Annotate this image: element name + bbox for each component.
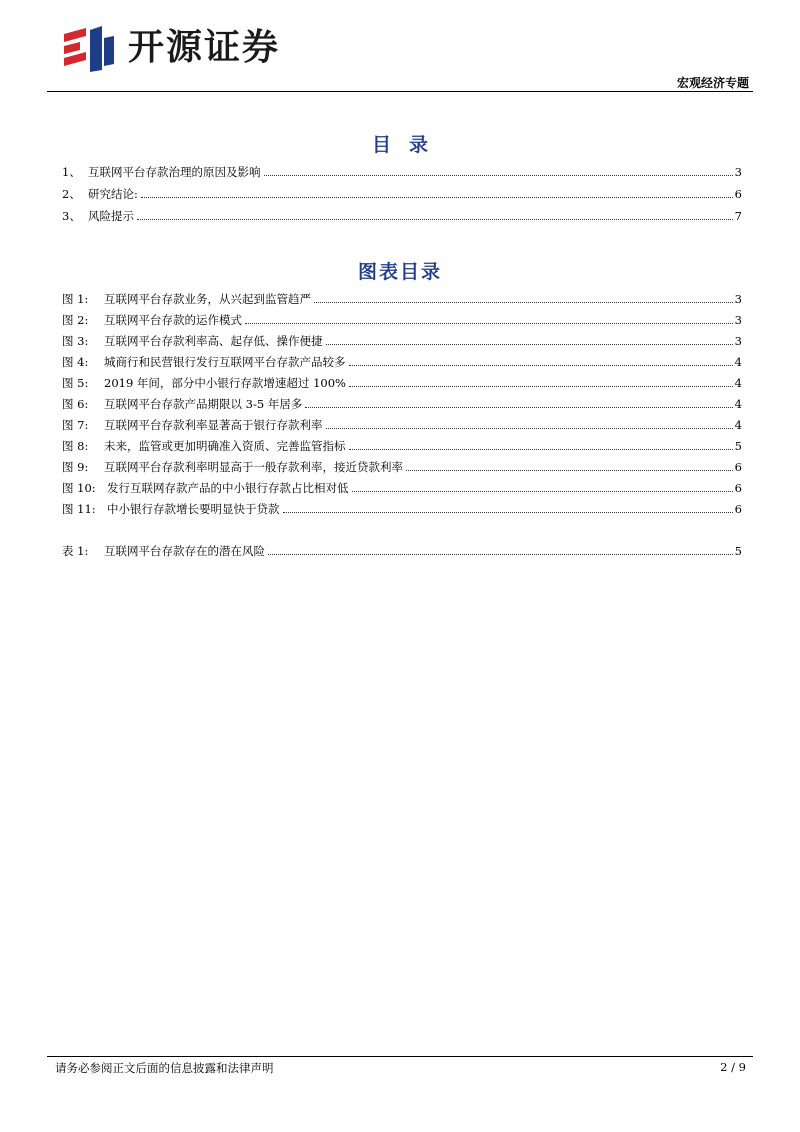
figure-title: 互联网平台存款的运作模式 <box>104 313 242 327</box>
dot-leader <box>349 385 733 387</box>
figure-page: 4 <box>734 376 742 390</box>
figure-title: 互联网平台存款产品期限以 3-5 年居多 <box>104 397 303 411</box>
dot-leader <box>245 322 733 324</box>
toc-entry-page: 7 <box>734 209 742 223</box>
figure-number: 图 9: <box>62 460 89 474</box>
dot-leader <box>137 218 733 220</box>
dot-leader <box>326 427 733 429</box>
footer-disclaimer: 请务必参阅正文后面的信息披露和法律声明 <box>55 1061 274 1075</box>
dot-leader <box>141 196 733 198</box>
figure-page: 3 <box>734 334 742 348</box>
figure-list-title: 图表目录 <box>357 261 442 283</box>
figure-number: 图 6: <box>62 397 89 411</box>
figure-number: 图 4: <box>62 355 89 369</box>
page-indicator: 2 / 9 <box>720 1060 746 1074</box>
figure-number: 图 5: <box>62 376 89 390</box>
figure-page: 3 <box>734 292 742 306</box>
figure-page: 5 <box>734 439 742 453</box>
figure-entry[interactable] <box>62 395 742 412</box>
table-page: 5 <box>734 544 742 558</box>
dot-leader <box>314 301 733 303</box>
figure-entry[interactable] <box>62 416 742 433</box>
toc-entry[interactable] <box>62 163 742 180</box>
figure-entry[interactable] <box>62 458 742 475</box>
figure-number: 图 10: <box>62 481 96 495</box>
figure-entry[interactable] <box>62 311 742 328</box>
header-divider <box>47 91 753 92</box>
figure-page: 6 <box>734 502 742 516</box>
footer-divider <box>47 1056 753 1057</box>
dot-leader <box>264 174 733 176</box>
figure-number: 图 11: <box>62 502 96 516</box>
figure-page: 4 <box>734 397 742 411</box>
toc-entry-page: 3 <box>734 165 742 179</box>
dot-leader <box>352 490 733 492</box>
figure-title: 互联网平台存款利率高、起存低、操作便捷 <box>104 334 323 348</box>
figure-page: 3 <box>734 313 742 327</box>
table-number: 表 1: <box>62 544 89 558</box>
toc-entry-number: 2、 <box>62 187 81 201</box>
table-entry[interactable] <box>62 542 742 559</box>
figure-number: 图 1: <box>62 292 89 306</box>
figure-number: 图 2: <box>62 313 89 327</box>
figure-page: 4 <box>734 355 742 369</box>
brand-name: 开源证券 <box>128 27 281 68</box>
figure-page: 6 <box>734 460 742 474</box>
figure-entry[interactable] <box>62 437 742 454</box>
figure-title: 互联网平台存款利率显著高于银行存款利率 <box>104 418 323 432</box>
figure-title: 城商行和民营银行发行互联网平台存款产品较多 <box>104 355 346 369</box>
dot-leader <box>268 553 733 555</box>
figure-title: 互联网平台存款利率明显高于一般存款利率，接近贷款利率 <box>104 460 403 474</box>
company-logo <box>62 24 302 76</box>
figure-title: 发行互联网存款产品的中小银行存款占比相对低 <box>107 481 349 495</box>
dot-leader <box>305 406 732 408</box>
toc-title: 目录 <box>371 134 446 156</box>
toc-entry-number: 3、 <box>62 209 81 223</box>
figure-number: 图 7: <box>62 418 89 432</box>
toc-entry-number: 1、 <box>62 165 81 179</box>
figure-title: 2019 年间，部分中小银行存款增速超过 100% <box>104 376 346 390</box>
dot-leader <box>326 343 733 345</box>
toc-entry-text: 研究结论: <box>88 187 138 201</box>
figure-entry[interactable] <box>62 374 742 391</box>
toc-entry-page: 6 <box>734 187 742 201</box>
dot-leader <box>349 364 733 366</box>
toc-entry[interactable] <box>62 207 742 224</box>
figure-number: 图 8: <box>62 439 89 453</box>
document-type: 宏观经济专题 <box>676 76 749 90</box>
figure-title: 中小银行存款增长要明显快于贷款 <box>107 502 280 516</box>
figure-entry[interactable] <box>62 290 742 307</box>
figure-entry[interactable] <box>62 332 742 349</box>
figure-entry[interactable] <box>62 353 742 370</box>
toc-entry[interactable] <box>62 185 742 202</box>
logo-mark-icon <box>62 24 116 74</box>
figure-page: 4 <box>734 418 742 432</box>
figure-page: 6 <box>734 481 742 495</box>
figure-entry[interactable] <box>62 479 742 496</box>
figure-number: 图 3: <box>62 334 89 348</box>
figure-entry[interactable] <box>62 500 742 517</box>
dot-leader <box>349 448 733 450</box>
dot-leader <box>406 469 733 471</box>
dot-leader <box>283 511 733 513</box>
toc-entry-text: 互联网平台存款治理的原因及影响 <box>88 165 261 179</box>
figure-title: 互联网平台存款业务，从兴起到监管趋严 <box>104 292 311 306</box>
table-title: 互联网平台存款存在的潜在风险 <box>104 544 265 558</box>
figure-title: 未来，监管或更加明确准入资质、完善监管指标 <box>104 439 346 453</box>
toc-entry-text: 风险提示 <box>88 209 134 223</box>
